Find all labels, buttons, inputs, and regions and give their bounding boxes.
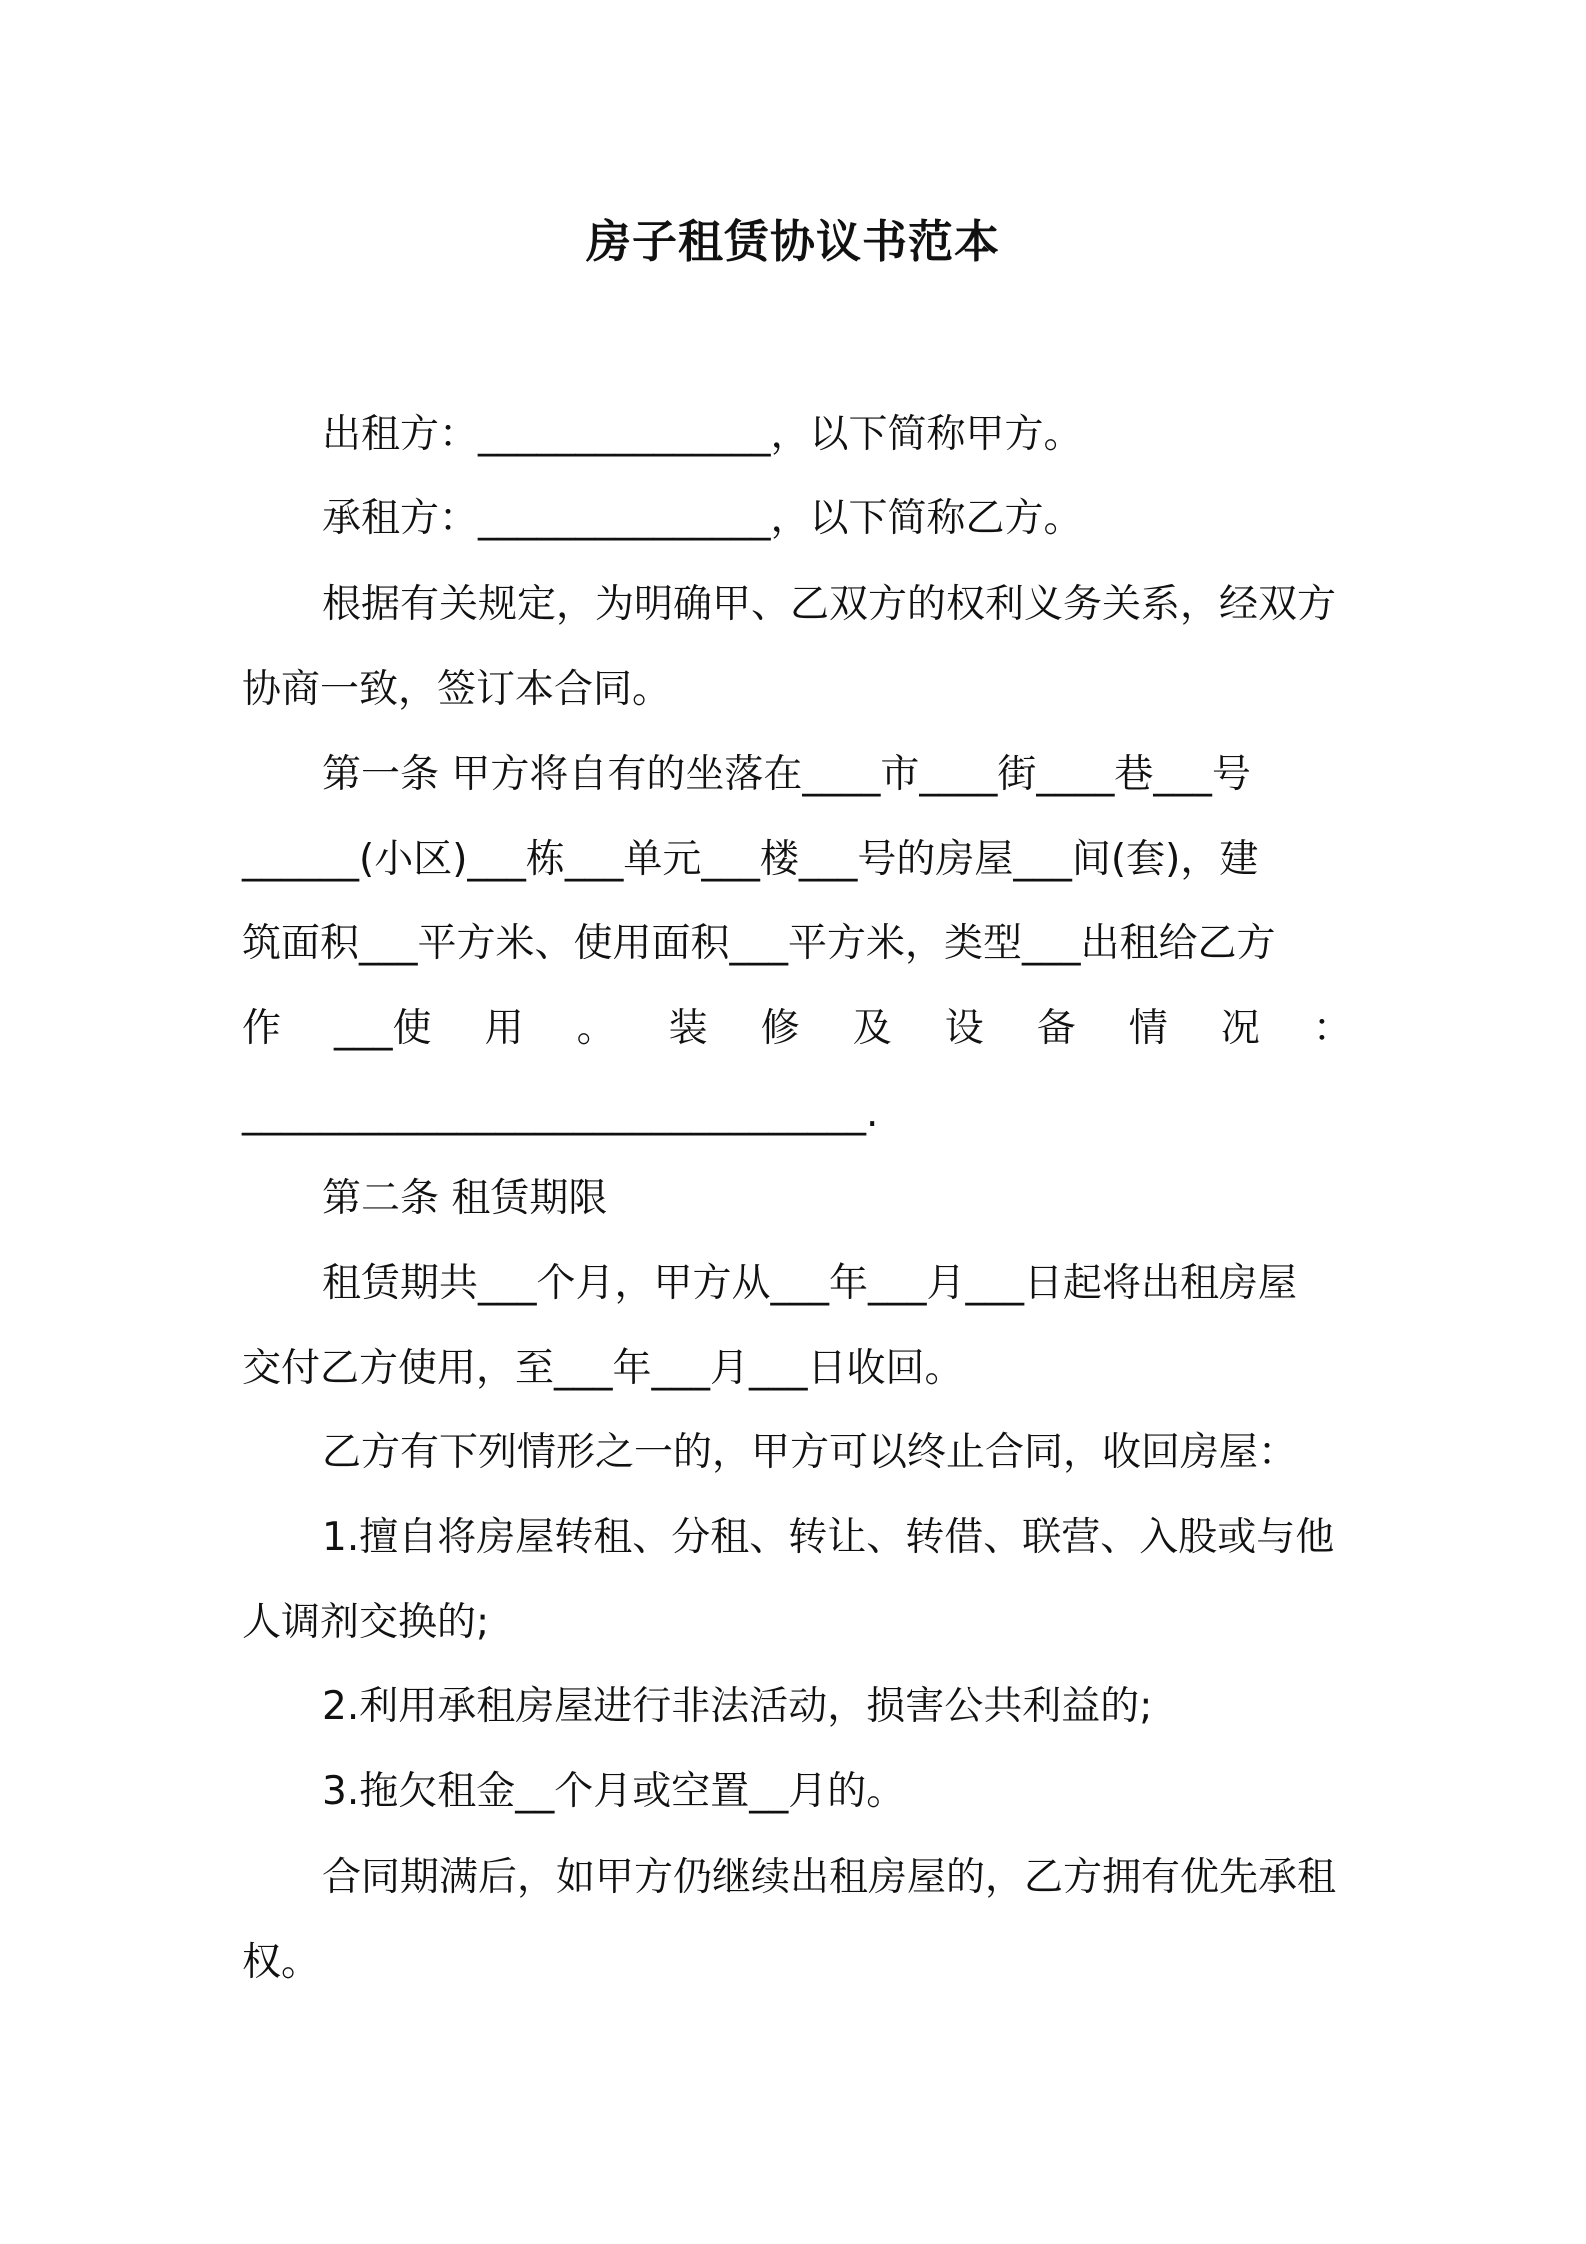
article-2-heading: 第二条 租赁期限: [322, 1176, 608, 1221]
preamble-line-1: 根据有关规定，为明确甲、乙双方的权利义务关系，经双方: [322, 582, 1337, 627]
article-1-line-2: ______(小区)___栋___单元___楼___号的房屋___间(套)，建: [242, 837, 1259, 882]
article-1-line-1: 第一条 甲方将自有的坐落在____市____街____巷___号: [322, 752, 1251, 797]
spread-char: 。: [576, 1006, 616, 1051]
lease-term-line-2: 交付乙方使用，至___年___月___日收回。: [242, 1346, 964, 1391]
spread-char: 情: [1128, 1006, 1168, 1051]
termination-item-1-line-1: 1.擅自将房屋转租、分租、转让、转借、联营、入股或与他: [322, 1515, 1335, 1560]
termination-item-1-line-2: 人调剂交换的;: [242, 1600, 490, 1645]
spread-char: 及: [852, 1006, 892, 1051]
renewal-line-2: 权。: [242, 1940, 321, 1985]
lease-term-line-1: 租赁期共___个月，甲方从___年___月___日起将出租房屋: [322, 1261, 1298, 1306]
spread-char: ：: [1312, 1006, 1352, 1051]
spread-char: 修: [760, 1006, 800, 1051]
lessor-line: 出租方：_______________，以下简称甲方。: [322, 412, 1083, 457]
spread-char: 装: [668, 1006, 708, 1051]
preamble-line-2: 协商一致，签订本合同。: [242, 667, 672, 712]
spread-char: 备: [1036, 1006, 1076, 1051]
termination-item-3: 3.拖欠租金__个月或空置__月的。: [322, 1769, 906, 1814]
spread-char: 用: [484, 1006, 524, 1051]
termination-item-2: 2.利用承租房屋进行非法活动，损害公共利益的;: [322, 1684, 1153, 1729]
renewal-line-1: 合同期满后，如甲方仍继续出租房屋的，乙方拥有优先承租: [322, 1855, 1337, 1900]
spread-char: 设: [944, 1006, 984, 1051]
spread-char: 作: [242, 1006, 282, 1051]
document-title: 房子租赁协议书范本: [585, 215, 1000, 268]
article-1-line-4: [242, 1002, 1352, 1056]
spread-char: 况: [1220, 1006, 1260, 1051]
termination-intro: 乙方有下列情形之一的，甲方可以终止合同，收回房屋：: [322, 1430, 1298, 1475]
article-1-line-3: 筑面积___平方米、使用面积___平方米，类型___出租给乙方: [242, 921, 1276, 966]
spread-char: ___使: [334, 1006, 432, 1051]
lessee-line: 承租方：_______________，以下简称乙方。: [322, 496, 1083, 541]
article-1-line-5: ________________________________.: [242, 1091, 879, 1136]
